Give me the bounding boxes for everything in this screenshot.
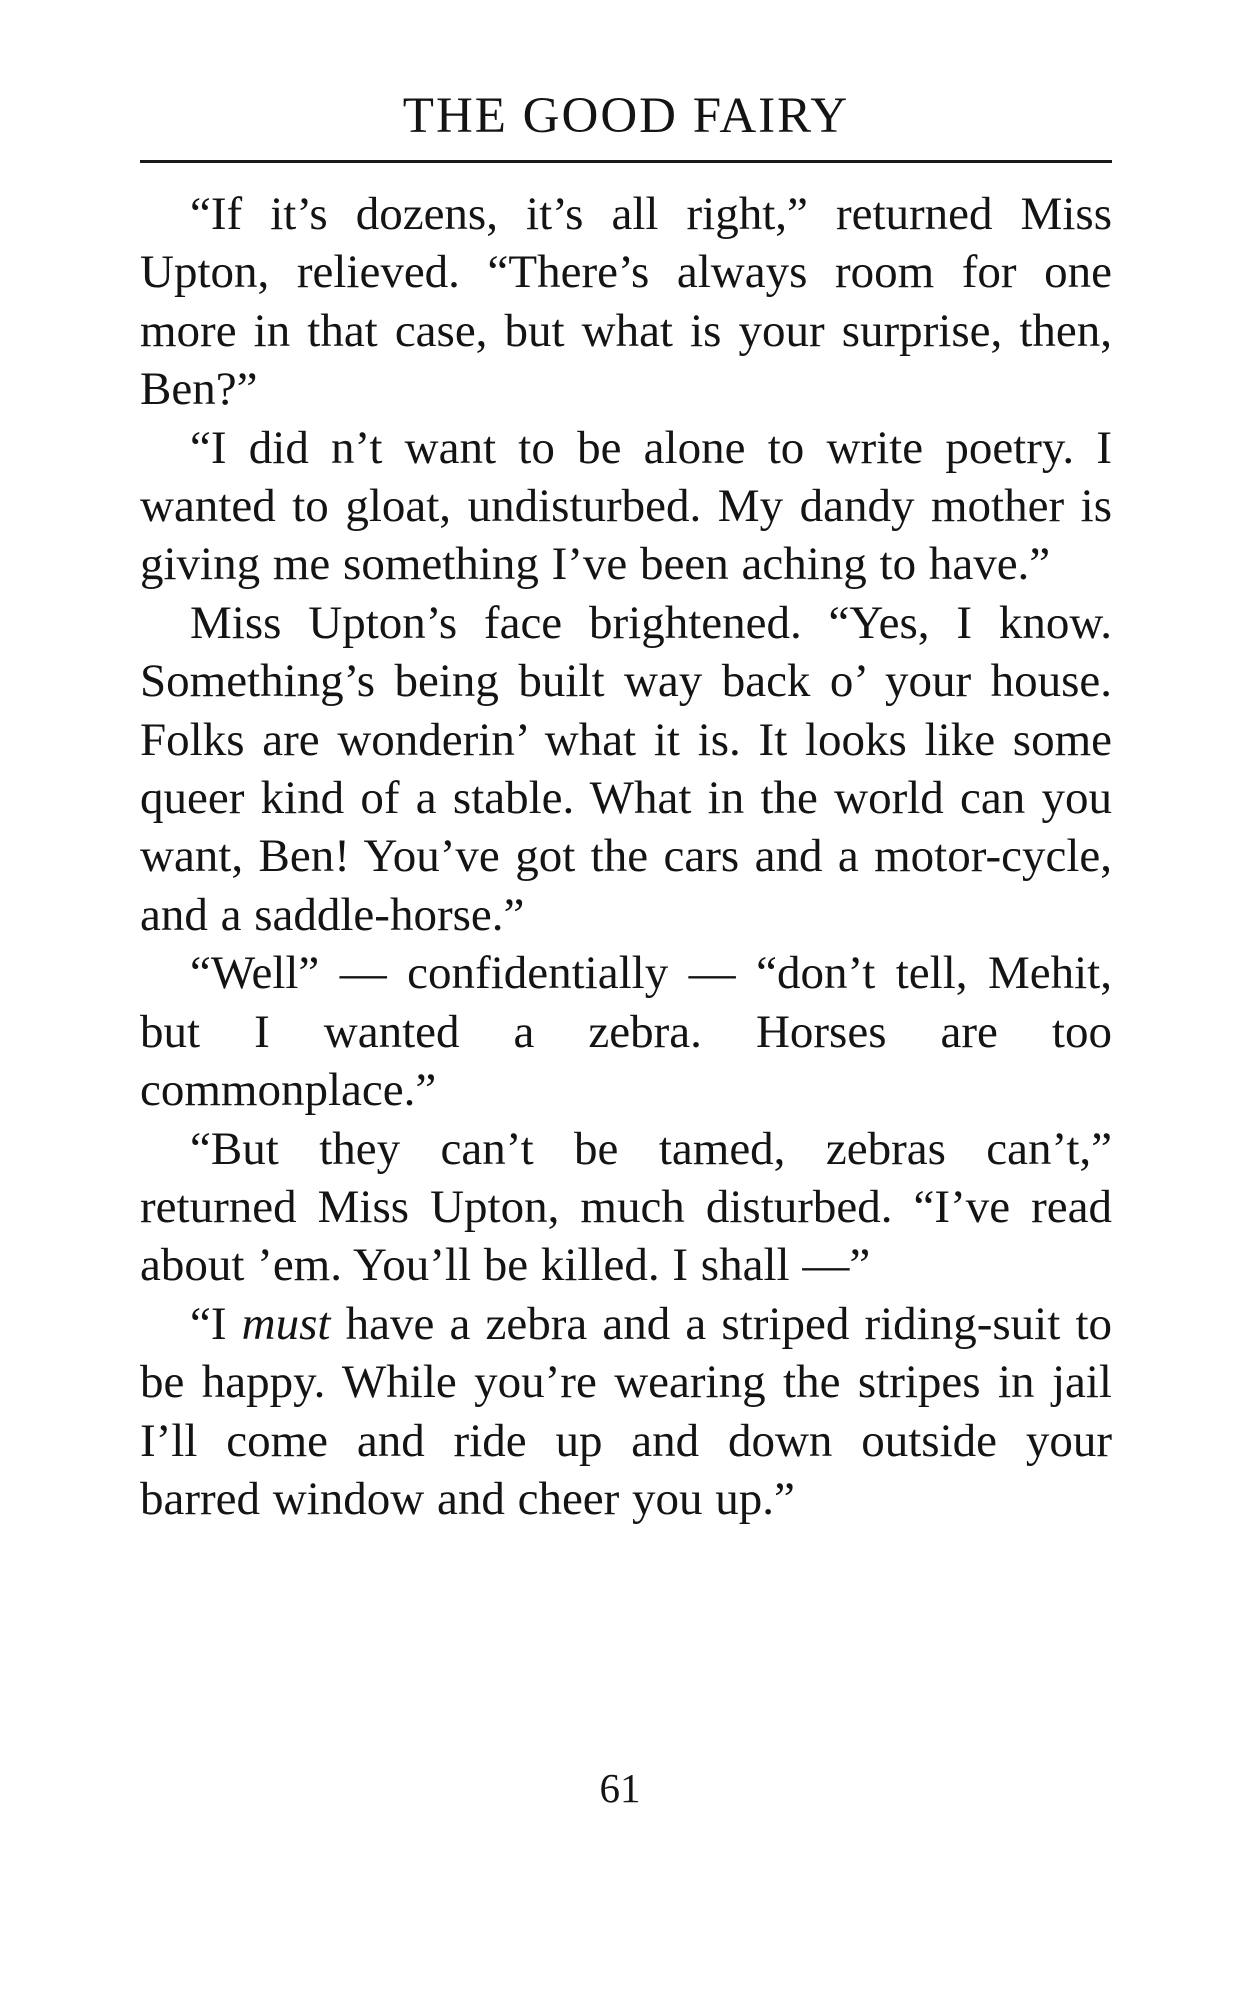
- header-rule: [140, 160, 1112, 163]
- paragraph-6-rest: have a zebra and a striped riding-suit to be happy. While you’re wearing the stripes in jail I’ll come and ride up and down outside your barred window and cheer you up.”: [140, 1297, 1113, 1525]
- emphasized-word: must: [241, 1297, 331, 1350]
- paragraph-5: “But they can’t be tamed, zebras can’t,” returned Miss Upton, much disturbed. “I’ve read about ’em. You’ll be killed. I shall —”: [140, 1122, 1112, 1292]
- paragraph-6: [140, 1295, 1112, 1529]
- paragraph-4: “Well” — confidentially — “don’t tell, Mehit, but I wanted a zebra. Horses are too commonplace.”: [140, 947, 1112, 1117]
- page-number: 61: [599, 1765, 641, 1811]
- paragraph-2: “I did n’t want to be alone to write poetry. I wanted to gloat, undisturbed. My dandy mother is giving me something I’ve been aching to have.”: [140, 421, 1112, 591]
- body-text: [140, 185, 1112, 1528]
- paragraph-1: “If it’s dozens, it’s all right,” returned Miss Upton, relieved. “There’s always room for one more in that case, but what is your surprise, then, Ben?”: [140, 188, 1112, 416]
- paragraph-3: Miss Upton’s face brightened. “Yes, I know. Something’s being built way back o’ your house. Folks are wonderin’ what it is. It looks like some queer kind of a stable. What in the world can you want, Ben! You’ve got the cars and a motor-cycle, and a saddle-horse.”: [140, 596, 1112, 941]
- running-title: THE GOOD FAIRY: [402, 88, 850, 144]
- paragraph-6-lead: “I: [190, 1297, 242, 1350]
